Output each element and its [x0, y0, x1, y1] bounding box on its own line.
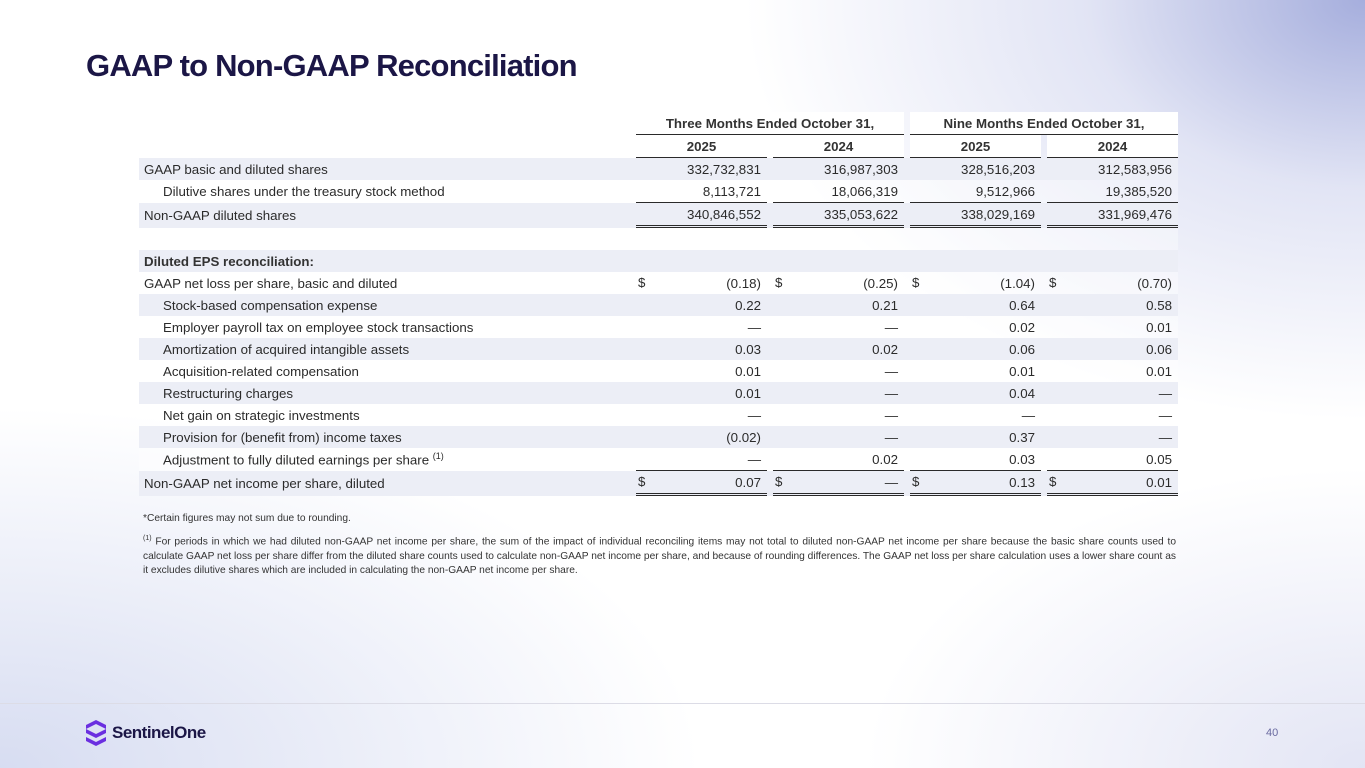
period-header-nine-months: Nine Months Ended October 31,: [910, 112, 1178, 135]
dollar-sign: $: [912, 474, 920, 489]
spacer-row: [139, 228, 1178, 250]
cell-value: 0.02: [872, 451, 898, 467]
cell-value: 0.02: [1009, 319, 1035, 335]
footer-divider: [0, 703, 1365, 704]
footnote-ref: (1): [432, 451, 444, 462]
row-label: Amortization of acquired intangible assets: [139, 338, 636, 360]
cell-value: 0.01: [1146, 319, 1172, 335]
dollar-sign: $: [912, 275, 920, 290]
cell-value: 8,113,721: [702, 183, 761, 199]
row-label: Dilutive shares under the treasury stock method: [139, 180, 636, 203]
table-row: [139, 360, 1178, 382]
dollar-sign: $: [638, 474, 646, 489]
cell-value: (1.04): [1000, 275, 1035, 291]
cell-value: (0.02): [726, 429, 761, 445]
cell-value: 0.07: [735, 474, 761, 490]
cell-value: 335,053,622: [824, 206, 898, 222]
footnote-text: For periods in which we had diluted non-GAAP net income per share, the sum of the impact of individual reconciling items may not total to diluted non-GAAP net income per share because the basic share counts used to calculate GAAP net loss per share differ from the diluted share counts used to calculate non-GAAP net income per share, and because of rounding differences. The GAAP net loss per share calculation uses a lower share count as it excludes dilutive shares which are included in calculating the non-GAAP net income per share.: [143, 536, 1176, 576]
sentinelone-logo: [86, 720, 206, 746]
cell-value: 328,516,203: [961, 161, 1035, 177]
cell-value: 0.37: [1009, 429, 1035, 445]
table-row: [139, 158, 1178, 180]
dollar-sign: $: [638, 275, 646, 290]
cell-value: —: [1021, 407, 1035, 423]
row-label-text: Adjustment to fully diluted earnings per share: [163, 452, 430, 468]
cell-value: 0.01: [1009, 363, 1035, 379]
row-label: Stock-based compensation expense: [139, 294, 636, 316]
cell-value: 312,583,956: [1098, 161, 1172, 177]
cell-value: 0.13: [1009, 474, 1035, 490]
period-header-three-months: Three Months Ended October 31,: [636, 112, 904, 135]
cell-value: 0.64: [1009, 297, 1035, 313]
table-row: [139, 338, 1178, 360]
cell-value: —: [884, 363, 898, 379]
dollar-sign: $: [1049, 275, 1057, 290]
year-header: 2025: [910, 135, 1041, 158]
cell-value: 331,969,476: [1098, 206, 1172, 222]
cell-value: 0.22: [735, 297, 761, 313]
cell-value: 0.05: [1146, 451, 1172, 467]
row-label: [139, 448, 636, 471]
cell-value: —: [884, 429, 898, 445]
cell-value: 9,512,966: [975, 183, 1035, 199]
cell-value: 0.01: [1146, 474, 1172, 490]
year-header-row: [139, 135, 1178, 158]
cell-value: 19,385,520: [1105, 183, 1172, 199]
row-label: Acquisition-related compensation: [139, 360, 636, 382]
row-label: Restructuring charges: [139, 382, 636, 404]
section-title: Diluted EPS reconciliation:: [139, 250, 1178, 272]
cell-value: —: [1158, 407, 1172, 423]
table-row: [139, 294, 1178, 316]
sentinelone-logo-icon: [86, 720, 106, 746]
cell-value: 0.01: [735, 385, 761, 401]
table-row: [139, 203, 1178, 228]
row-label: Provision for (benefit from) income taxes: [139, 426, 636, 448]
year-header: 2024: [773, 135, 904, 158]
cell-value: (0.18): [726, 275, 761, 291]
cell-value: —: [1158, 385, 1172, 401]
section-header-row: [139, 250, 1178, 272]
cell-value: (0.70): [1137, 275, 1172, 291]
cell-value: —: [747, 451, 761, 467]
row-label: Non-GAAP net income per share, diluted: [139, 471, 636, 496]
cell-value: —: [747, 407, 761, 423]
cell-value: 0.03: [735, 341, 761, 357]
cell-value: 332,732,831: [687, 161, 761, 177]
footnote-marker: (1): [143, 535, 152, 543]
cell-value: —: [884, 385, 898, 401]
cell-value: 316,987,303: [824, 161, 898, 177]
footnotes: [143, 512, 1176, 584]
year-header: 2025: [636, 135, 767, 158]
table-row: [139, 316, 1178, 338]
logo-text: SentinelOne: [112, 723, 206, 742]
cell-value: —: [1158, 429, 1172, 445]
row-label: Employer payroll tax on employee stock transactions: [139, 316, 636, 338]
period-header-row: [139, 112, 1178, 135]
row-label: GAAP basic and diluted shares: [139, 158, 636, 180]
cell-value: 0.02: [872, 341, 898, 357]
cell-value: 340,846,552: [687, 206, 761, 222]
cell-value: 0.04: [1009, 385, 1035, 401]
cell-value: 0.06: [1146, 341, 1172, 357]
table-row: [139, 448, 1178, 471]
cell-value: 0.01: [735, 363, 761, 379]
year-header: 2024: [1047, 135, 1178, 158]
cell-value: 0.58: [1146, 297, 1172, 313]
row-label: Net gain on strategic investments: [139, 404, 636, 426]
cell-value: 338,029,169: [961, 206, 1035, 222]
cell-value: 0.03: [1009, 451, 1035, 467]
footnote-1: [143, 532, 1176, 578]
row-label: GAAP net loss per share, basic and diluted: [139, 272, 636, 294]
rounding-note: *Certain figures may not sum due to rounding.: [143, 513, 351, 524]
cell-value: 0.01: [1146, 363, 1172, 379]
dollar-sign: $: [775, 474, 783, 489]
cell-value: 0.06: [1009, 341, 1035, 357]
dollar-sign: $: [775, 275, 783, 290]
cell-value: —: [747, 319, 761, 335]
cell-value: 0.21: [872, 297, 898, 313]
page-title: GAAP to Non-GAAP Reconciliation: [86, 48, 577, 83]
cell-value: 18,066,319: [831, 183, 898, 199]
reconciliation-table: [139, 112, 1178, 496]
cell-value: (0.25): [863, 275, 898, 291]
table-row: [139, 180, 1178, 203]
dollar-sign: $: [1049, 474, 1057, 489]
row-label: Non-GAAP diluted shares: [139, 203, 636, 228]
table-row: [139, 272, 1178, 294]
cell-value: —: [884, 474, 898, 490]
cell-value: —: [884, 319, 898, 335]
table-row: [139, 404, 1178, 426]
table-row: [139, 382, 1178, 404]
page-number: 40: [1266, 727, 1279, 739]
cell-value: —: [884, 407, 898, 423]
table-row: [139, 471, 1178, 496]
table-row: [139, 426, 1178, 448]
